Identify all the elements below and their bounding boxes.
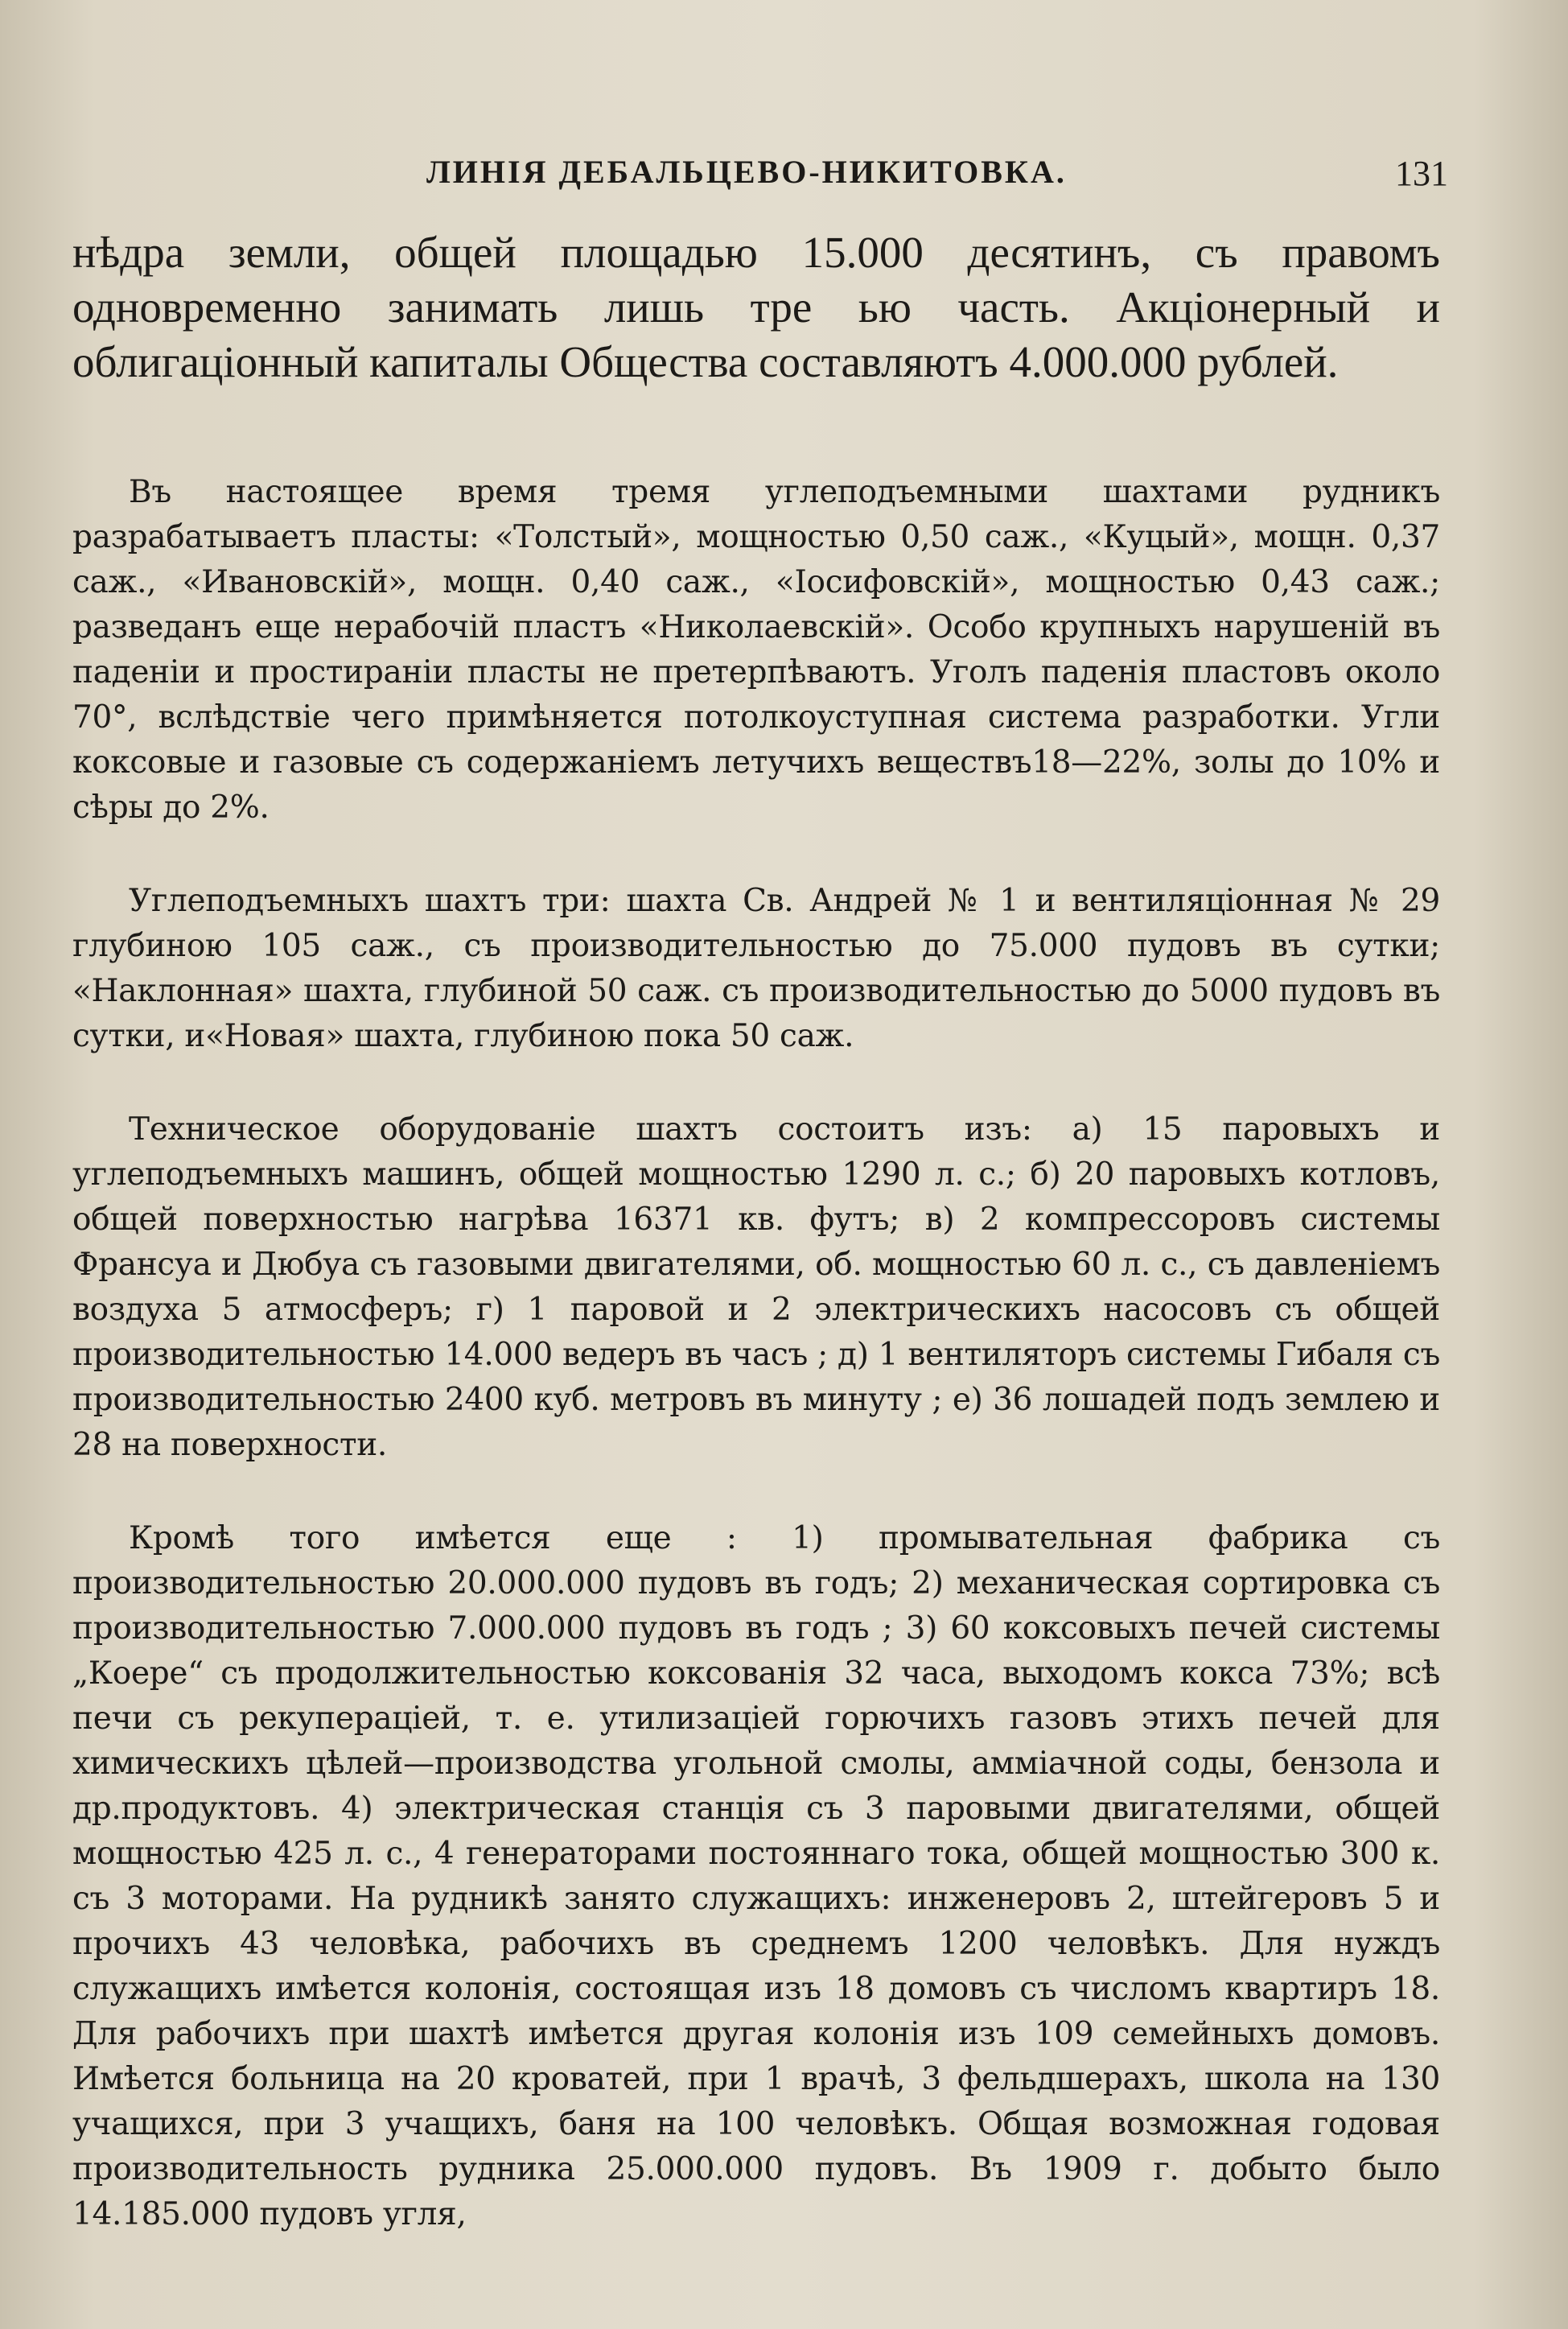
page-header <box>80 153 1448 209</box>
paragraph-shafts: Углеподъемныхъ шахтъ три: шахта Св. Андрей № 1 и вентиляціонная № 29 глубиною 105 саж., съ производительностью до 75.000 пудовъ въ сутки; «Наклонная» шахта, глубиной 50 саж. съ производительностью до 5000 пудовъ въ сутки, и«Новая» шахта, глубиною пока 50 саж. <box>72 883 1440 1054</box>
page-body <box>72 225 1440 2286</box>
paragraph-seams: Въ настоящее время тремя углеподъемными шахтами рудникъ разрабатываетъ пласты: «Толстый», мощностью 0,50 саж., «Куцый», мощн. 0,37 саж., «Ивановскій», мощн. 0,40 саж., «Іосифовскій», мощностью 0,43 саж.; разведанъ еще нерабочій пластъ «Николаевскій». Особо крупныхъ нарушеній въ паденіи и простираніи пласты не претерпѣваютъ. Уголъ паденія пластовъ около 70°, вслѣдствіе чего примѣняется потолкоуступная система разработки. Угли коксовые и газовые съ содержаніемъ летучихъ веществъ18—22%, золы до 10% и сѣры до 2%. <box>72 474 1440 826</box>
paragraph-equipment: Техническое оборудованіе шахтъ состоитъ изъ: а) 15 паровыхъ и углеподъемныхъ машинъ, общей мощностью 1290 л. с.; б) 20 паровыхъ котловъ, общей поверхностью нагрѣва 16371 кв. футъ; в) 2 компрессоровъ системы Франсуа и Дюбуа съ газовыми двигателями, об. мощностью 60 л. с., съ давленіемъ воздуха 5 атмосферъ; г) 1 паровой и 2 электрическихъ насосовъ съ общей производительностью 14.000 ведеръ въ часъ ; д) 1 вентиляторъ системы Гибаля съ производительностью 2400 куб. метровъ въ минуту ; е) 36 лошадей подъ землею и 28 на поверхности. <box>72 1111 1440 1463</box>
page-number: 131 <box>1395 154 1448 193</box>
lead-paragraph: нѣдра земли, общей площадью 15.000 десятинъ, съ правомъ одновременно занимать лишь тре ью часть. Акціонерный и облигаціонный капиталы Общества составляютъ 4.000.000 рублей. <box>72 228 1440 386</box>
paragraph-facilities: Кромѣ того имѣется еще : 1) промывательная фабрика съ производительностью 20.000.000 пудовъ въ годъ; 2) механическая сортировка съ производительностью 7.000.000 пудовъ въ годъ ; 3) 60 коксовыхъ печей системы „Коере“ съ продолжительностью коксованія 32 часа, выходомъ кокса 73%; всѣ печи съ рекуперацiей, т. е. утилизацiей горючихъ газовъ этихъ печей для химическихъ цѣлей—производства угольной смолы, амміачной соды, бензола и др.продуктовъ. 4) электрическая станція съ 3 паровыми двигателями, общей мощностью 425 л. с., 4 генераторами постояннаго тока, общей мощностью 300 к. съ 3 моторами. На рудникѣ занято служащихъ: инженеровъ 2, штейгеровъ 5 и прочихъ 43 человѣка, рабочихъ въ среднемъ 1200 человѣкъ. Для нуждъ служащихъ имѣется колонія, состоящая изъ 18 домовъ съ числомъ квартиръ 18. Для рабочихъ при шахтѣ имѣется другая колонія изъ 109 семейныхъ домовъ. Имѣется больница на 20 кроватей, при 1 врачѣ, 3 фельдшерахъ, школа на 130 учащихся, при 3 учащихъ, баня на 100 человѣкъ. Общая возможная годовая производительность рудника 25.000.000 пудовъ. Въ 1909 г. добыто было 14.185.000 пудовъ угля, <box>72 1520 1440 2232</box>
running-title: ЛИНІЯ ДЕБАЛЬЦЕВО-НИКИТОВКА. <box>426 154 1067 190</box>
